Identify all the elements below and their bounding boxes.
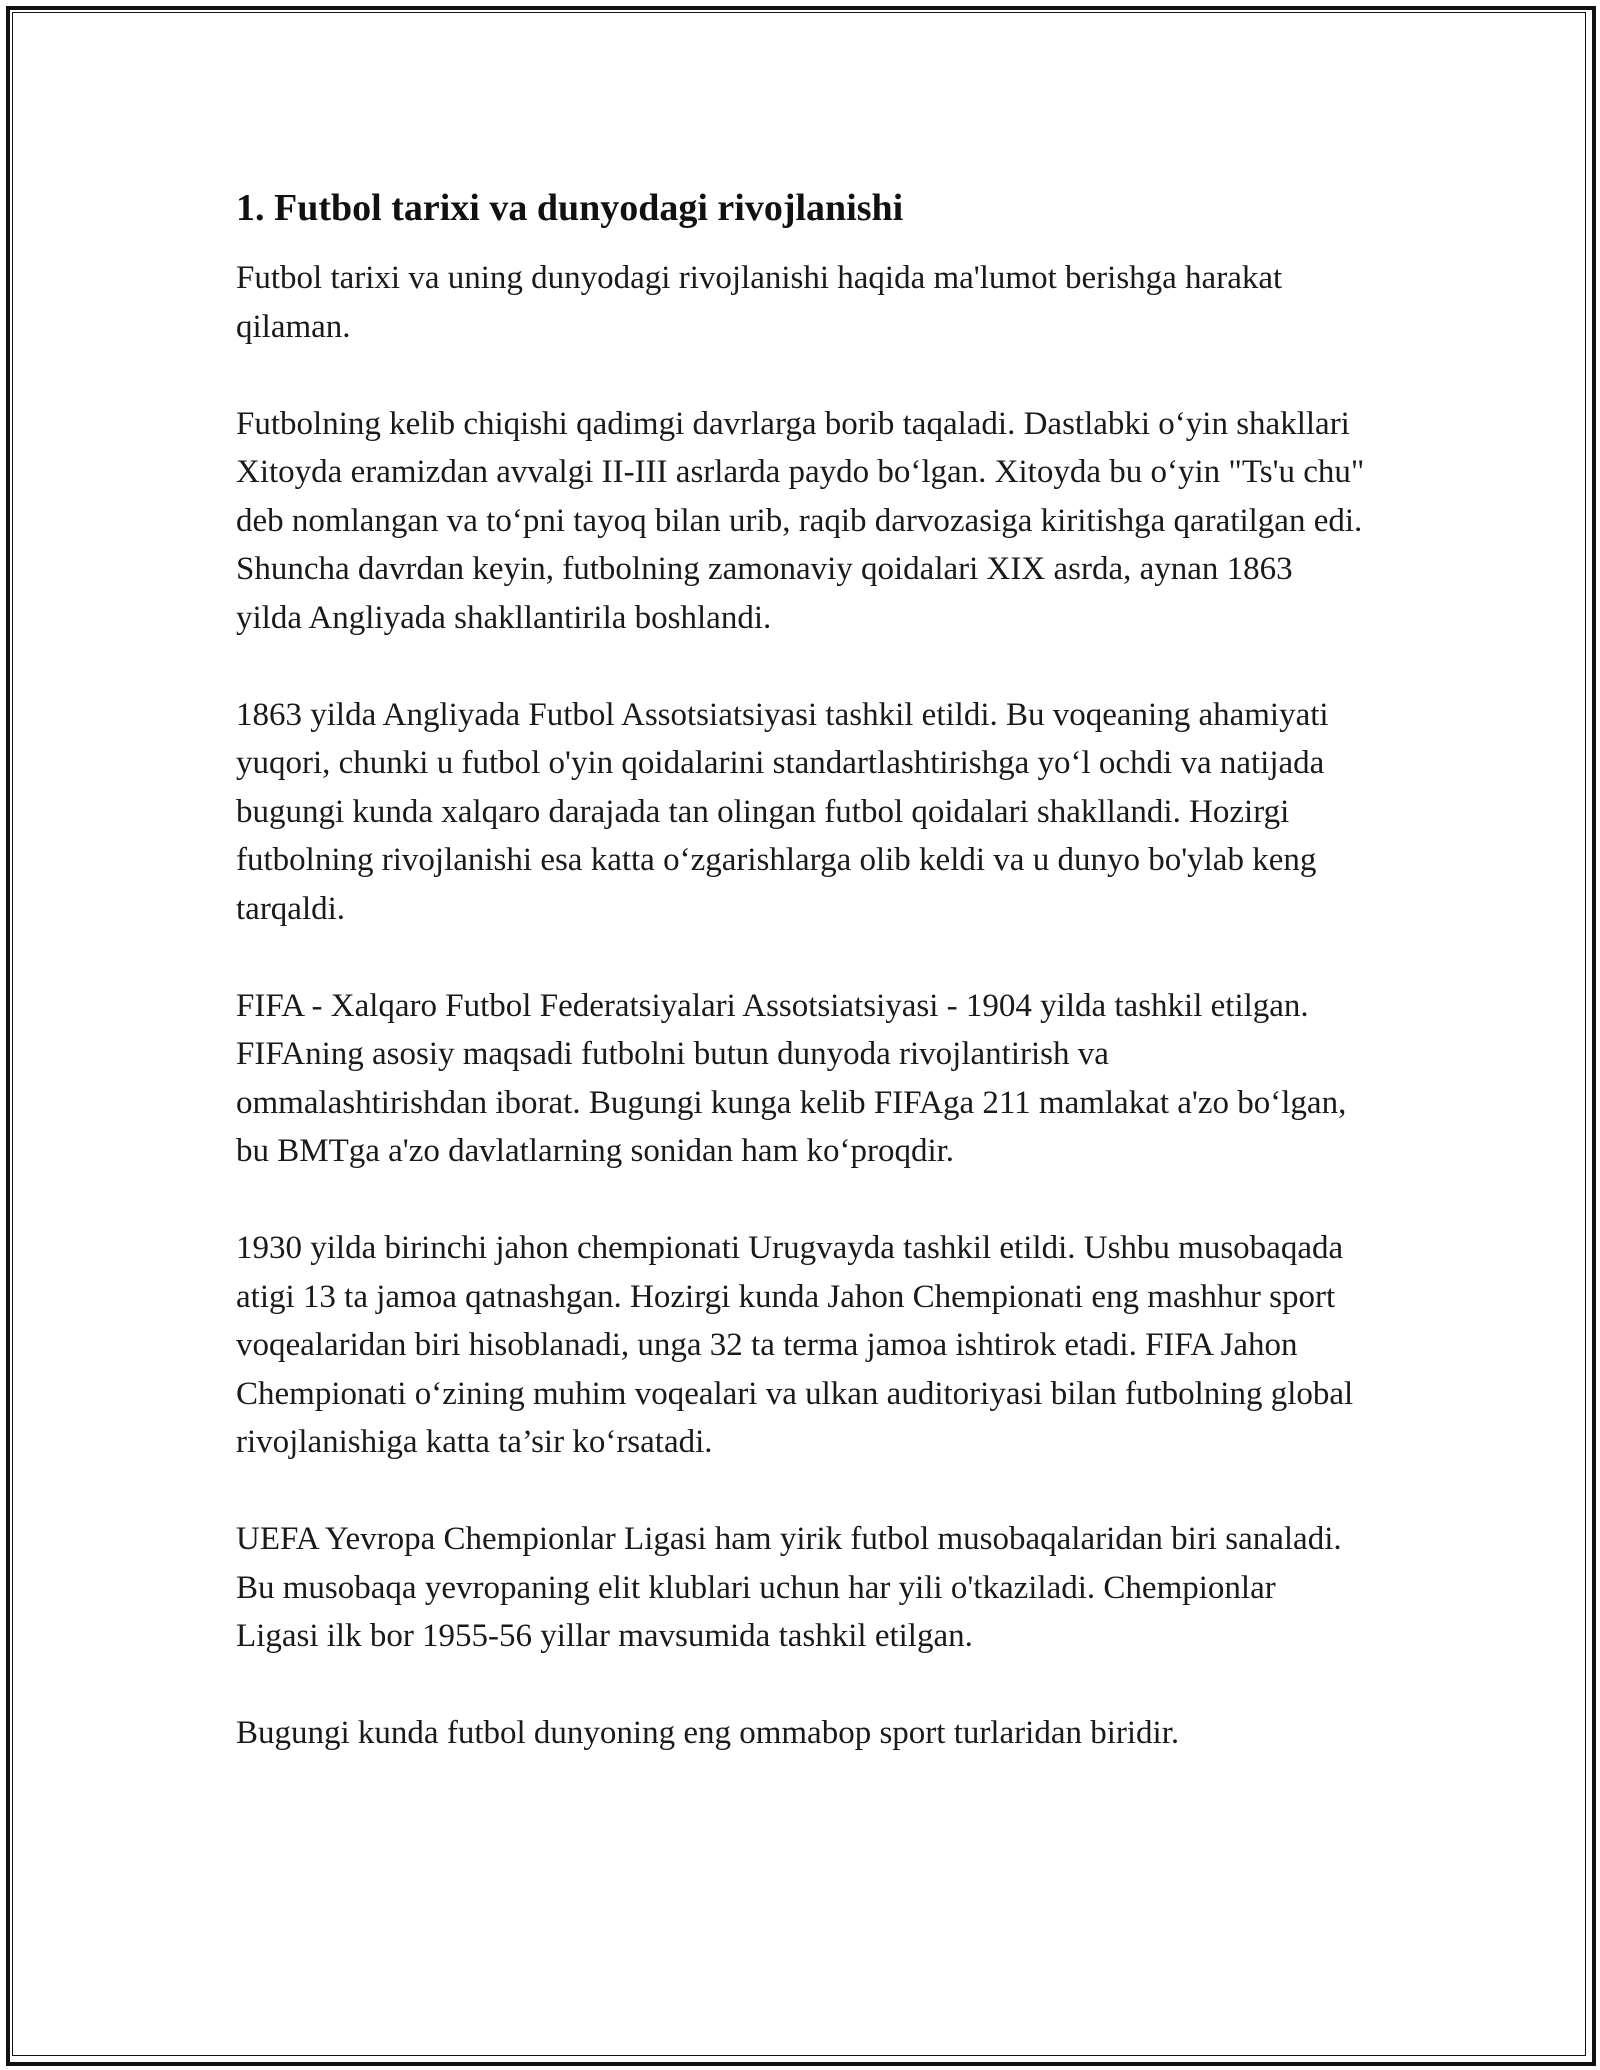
paragraph-fifa: FIFA - Xalqaro Futbol Federatsiyalari Assotsiatsiyasi - 1904 yilda tashkil etilgan. FIFAning asosiy maqsadi futbolni butun dunyoda rivojlantirish va ommalashtirishdan iborat. Bugungi kunga kelib FIFAga 211 mamlakat a'zo bo‘lgan, bu BMTga a'zo davlatlarning sonidan ham ko‘proqdir.: [236, 987, 1347, 1169]
document-body: [236, 184, 1366, 1806]
paragraph-origins: Futbolning kelib chiqishi qadimgi davrlarga borib taqaladi. Dastlabki o‘yin shakllari Xitoyda eramizdan avvalgi II-III asrlarda paydo bo‘lgan. Xitoyda bu o‘yin "Ts'u chu" deb nomlangan va to‘pni tayoq bilan urib, raqib darvozasiga kiritishga qaratilgan edi. Shuncha davrdan keyin, futbolning zamonaviy qoidalari XIX asrda, aynan 1863 yilda Angliyada shakllantirila boshlandi.: [236, 405, 1365, 636]
section-heading: 1. Futbol tarixi va dunyodagi rivojlanishi: [236, 187, 904, 229]
paragraph-world-cup: 1930 yilda birinchi jahon chempionati Urugvayda tashkil etildi. Ushbu musobaqada atigi 13 ta jamoa qatnashgan. Hozirgi kunda Jahon Chempionati eng mashhur sport voqealaridan biri hisoblanadi, unga 32 ta terma jamoa ishtirok etadi. FIFA Jahon Chempionati o‘zining muhim voqealari va ulkan auditoriyasi bilan futbolning global rivojlanishiga katta ta’sir ko‘rsatadi.: [236, 1230, 1354, 1460]
paragraph-conclusion: Bugungi kunda futbol dunyoning eng ommabop sport turlaridan biridir.: [236, 1715, 1180, 1751]
paragraph-champions-league: UEFA Yevropa Chempionlar Ligasi ham yirik futbol musobaqalaridan biri sanaladi. Bu musobaqa yevropaning elit klublari uchun har yili o'tkaziladi. Chempionlar Ligasi ilk bor 1955-56 yillar mavsumida tashkil etilgan.: [236, 1521, 1342, 1654]
paragraph-intro: Futbol tarixi va uning dunyodagi rivojlanishi haqida ma'lumot berishga harakat qilaman.: [236, 260, 1283, 345]
paragraph-football-association: 1863 yilda Angliyada Futbol Assotsiatsiyasi tashkil etildi. Bu voqeaning ahamiyati yuqori, chunki u futbol o'yin qoidalarini standartlashtirishga yo‘l ochdi va natijada bugungi kunda xalqaro darajada tan olingan futbol qoidalari shakllandi. Hozirgi futbolning rivojlanishi esa katta o‘zgarishlarga olib keldi va u dunyo bo'ylab keng tarqaldi.: [236, 696, 1329, 927]
